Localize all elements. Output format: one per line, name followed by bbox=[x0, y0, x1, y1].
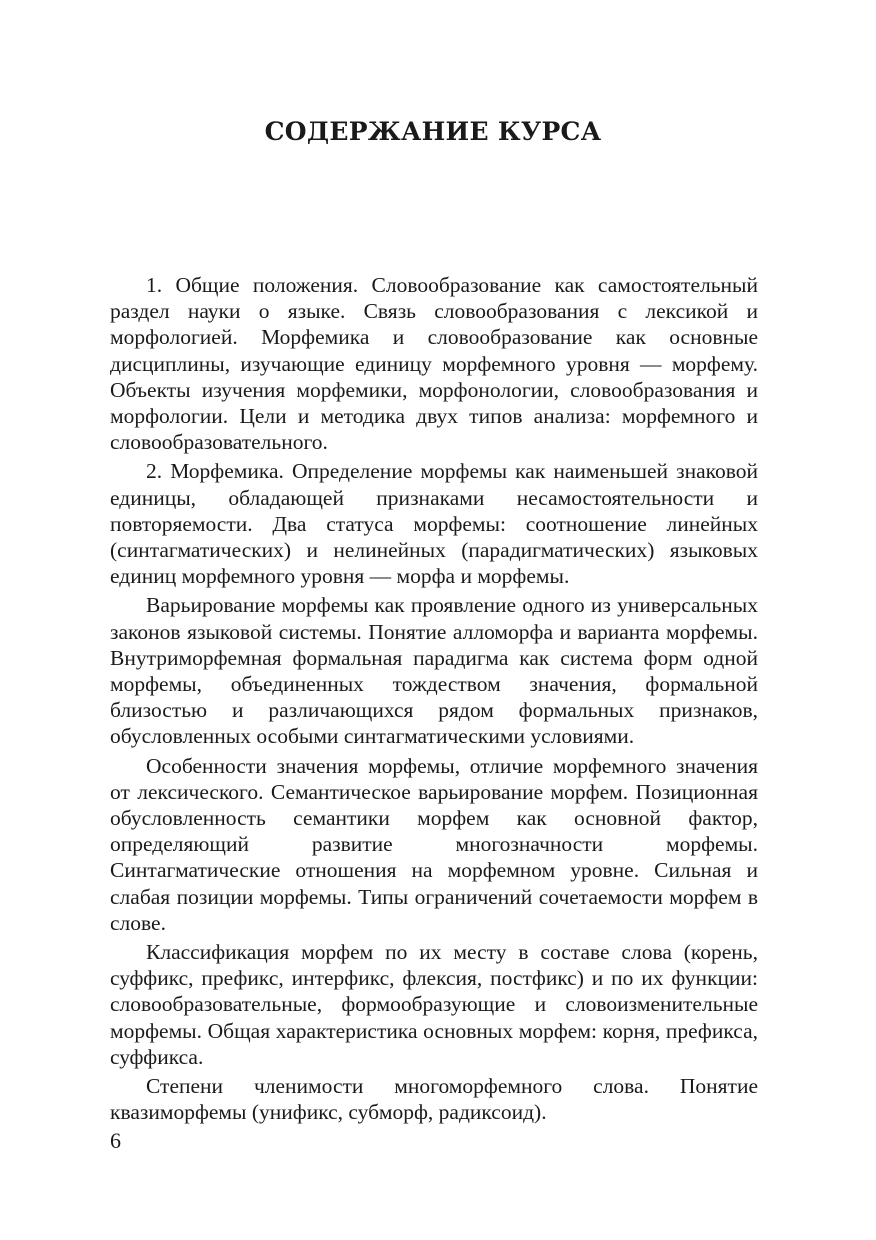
paragraph-morphemics: 2. Морфемика. Определение морфемы как наименьшей знаковой единицы, обладающей признаками несамостоятельности и повторяемости. Два статуса морфемы: соотношение линейных (синтагматических) и нелинейных (парадигматических) языковых единиц морфемного уровня — морфа и морфемы. bbox=[110, 459, 758, 589]
paragraph-morpheme-classification: Классификация морфем по их месту в составе слова (корень, суффикс, префикс, интерфикс, флексия, постфикс) и по их функции: словообразовательные, формообразующие и словоизменительные морфемы. Общая характеристика основных морфем: корня, префикса, суффикса. bbox=[110, 940, 758, 1069]
course-content-text bbox=[110, 272, 758, 1129]
page-number: 6 bbox=[110, 1128, 121, 1153]
paragraph-morpheme-meaning: Особенности значения морфемы, отличие морфемного значения от лексического. Семантическое варьирование морфем. Позиционная обусловленность семантики морфем как основной фактор, определяющий развитие многозначности морфемы. Синтагматические отношения на морфемном уровне. Сильная и слабая позиции морфемы. Типы ограничений сочетаемости морфем в слове. bbox=[110, 753, 758, 935]
paragraph-general-provisions: 1. Общие положения. Словообразование как самостоятельный раздел науки о языке. Связь словообразования с лексикой и морфологией. Морфемика и словообразование как основные дисциплины, изучающие единицу морфемного уровня — морфему. Объекты изучения морфемики, морфонологии, словообразования и морфологии. Цели и методика двух типов анализа: морфемного и словообразовательного. bbox=[110, 273, 758, 455]
page-title: СОДЕРЖАНИЕ КУРСА bbox=[264, 117, 602, 146]
paragraph-morpheme-variation: Варьирование морфемы как проявление одного из универсальных законов языковой системы. Понятие алломорфа и варианта морфемы. Внутриморфемная формальная парадигма как система форм одной морфемы, объединенных тождеством значения, формальной близостью и различающихся рядом формальных признаков, обусловленных особыми синтагматическими условиями. bbox=[110, 593, 758, 749]
paragraph-segmentation-degrees: Степени членимости многоморфемного слова. Понятие квазиморфемы (унификс, субморф, радиксоид). bbox=[110, 1074, 758, 1125]
